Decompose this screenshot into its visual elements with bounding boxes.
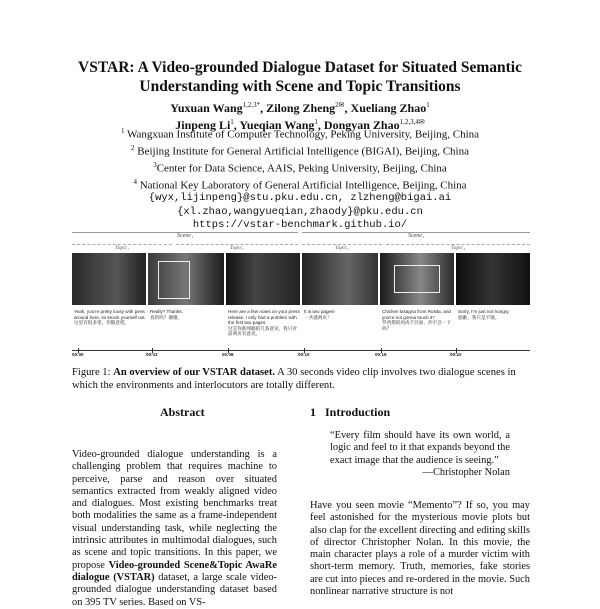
email-line-1[interactable]: {wyx,lijinpeng}@stu.pku.edu.cn, zlzheng@bigai.ai <box>148 192 452 205</box>
affiliation-sup: 2 <box>131 143 135 152</box>
caption-bold: An overview of our VSTAR dataset. <box>113 367 276 378</box>
subtitle-zh: 罗西塔的鸡肉千层面，你不尝一下吗？ <box>382 320 451 331</box>
scene-2-label: Scene₂ <box>302 232 530 243</box>
video-frame <box>148 253 224 305</box>
introduction-body: Have you seen movie “Memento”? If so, you may feel astonished for the mysterious movie plots but also clap for the excellent directing and editing skills of director Christopher Nolan. In this movie, the main character plays a role of a murder victim with short-term memory. Truth, memories, fake stories are cut into pieces and re-ordered in the movie. Such nonlinear narrative structure is not <box>310 500 530 598</box>
abstract-heading: Abstract <box>160 405 205 419</box>
tick-label: 00:08 <box>222 352 234 357</box>
author-sup: 1,2,3* <box>242 101 261 109</box>
paper-title <box>0 58 600 96</box>
dataset-name: Video-grounded Scene&Topic AwaRe dialogue (VSTAR) <box>72 559 277 583</box>
subtitle-en: Chicken lasagna from Rosita, and you're not gonna touch it? <box>382 309 451 320</box>
author-name: Yueqian Wang <box>239 118 315 132</box>
epigraph <box>330 430 510 479</box>
author-name: Yuxuan Wang <box>170 101 243 115</box>
affiliation-text: Center for Data Science, AAIS, Peking University, Beijing, China <box>156 162 447 175</box>
topic-3-label: Topic₃ <box>302 244 382 253</box>
video-frame <box>380 253 454 305</box>
scene-1-label: Scene₁ <box>72 232 298 243</box>
affiliation-text: National Key Laboratory of General Artificial Intelligence, Beijing, China <box>139 179 467 192</box>
author-sup: 1 <box>314 118 318 126</box>
affiliation-text: Beijing Institute for General Artificial Intelligence (BIGAI), Beijing, China <box>137 145 469 158</box>
abstract-text: dataset, a large scale video-grounded dialogue understanding dataset based on 395 TV series. Based on VS- <box>72 571 277 608</box>
video-frame <box>456 253 530 305</box>
affiliation-text: Wangxuan Institute of Computer Technology, Peking University, Beijing, China <box>127 128 480 141</box>
video-frame <box>72 253 146 305</box>
highlight-box <box>158 261 190 299</box>
subtitle <box>304 309 376 320</box>
figure-caption <box>72 367 530 392</box>
subtitle-zh: 抱歉，我只是不饿。 <box>458 314 500 320</box>
video-frame <box>302 253 378 305</box>
subtitle <box>458 309 530 320</box>
tick-label: 00:00 <box>72 352 84 357</box>
title-line-1: VSTAR: A Video-grounded Dialogue Dataset for Situated Semantic <box>78 59 522 76</box>
subtitle-en: Yeah, you're pretty lousy with pens around here, so knock yourself out. <box>74 309 146 320</box>
affiliation-sup: 3 <box>153 160 157 169</box>
affiliation <box>0 142 600 159</box>
affiliation <box>0 176 600 193</box>
author-name: Xueliang Zhao <box>350 101 427 115</box>
project-url[interactable]: https://vstar-benchmark.github.io/ <box>192 218 408 231</box>
author-name: Jinpeng Li <box>175 118 231 132</box>
affiliation <box>0 125 600 142</box>
email-line-2[interactable]: {xl.zhao,wangyueqian,zhaody}@pku.edu.cn <box>177 205 423 218</box>
author-sup: 1 <box>230 118 234 126</box>
topic-2-label: Topic₂ <box>176 244 298 253</box>
affiliations <box>0 125 600 232</box>
tick-label: 00:10 <box>298 352 310 357</box>
video-frame <box>226 253 300 305</box>
subtitle-en: Sorry, I'm just not hungry. <box>458 309 510 314</box>
figure-1 <box>72 232 530 358</box>
subtitle-en: It is two pages! <box>304 309 335 314</box>
subtitle <box>382 309 454 331</box>
authors-line-2: Jinpeng Li$^1$, Yueqian Wang$^1$, Dongyan Zhao$^{1,2,3,4✉}$ <box>175 118 425 132</box>
affiliation <box>0 159 600 176</box>
abstract-body <box>72 449 277 609</box>
tick-label: 00:18 <box>375 352 387 357</box>
subtitle <box>74 309 146 326</box>
subtitle-zh: 这是你新闻稿的几条意见，我只对前两页有意见。 <box>228 325 297 337</box>
author-name: Zilong Zheng <box>266 101 336 115</box>
tick-label: 00:22 <box>450 352 462 357</box>
author-name: Dongyan Zhao <box>323 118 400 132</box>
affiliation-sup: 4 <box>133 177 137 186</box>
topic-4-label: Topic₄ <box>386 244 530 253</box>
highlight-box <box>394 265 440 293</box>
subtitle-en: Really? Thanks. <box>150 309 183 314</box>
author-sup: 2✉ <box>335 101 345 109</box>
subtitle-zh: 这里有很多笔，你随意吧。 <box>74 320 130 326</box>
epigraph-text: “Every film should have its own world, a logic and feel to it that expands beyond the exact image that the audience is seeing.” <box>330 430 510 466</box>
timeline-axis <box>72 350 530 351</box>
subtitle-zh: 一共就两页！ <box>304 314 332 320</box>
subtitle-zh: 真的吗？谢谢。 <box>150 314 183 320</box>
epigraph-author: —Christopher Nolan <box>422 466 510 478</box>
title-line-2: Understanding with Scene and Topic Transitions <box>139 78 461 95</box>
subtitle <box>228 309 300 337</box>
author-sup: 1,2,3,4✉ <box>399 118 425 126</box>
author-sup: 1 <box>426 101 430 109</box>
abstract-text: Video-grounded dialogue understanding is a challenging problem that requires machine to perceive, parse and reason over situated semantics extracted from weakly aligned video and dialogues. Most existing benchmarks treat both modalities the same as a frame-independent visual understanding task, while neglecting the intrinsic attributes in multimodal dialogues, such as scene and topic transitions. In this paper, we propose <box>72 449 277 571</box>
caption-text: A 30 seconds video clip involves two dialogue scenes in which the environments and interlocutors are totally different. <box>72 367 516 391</box>
tick-label: 00:03 <box>146 352 158 357</box>
subtitle-en: Here are a few notes on your press release. I only had a problem with the first two pages. <box>228 309 300 326</box>
introduction-heading: 1 Introduction <box>310 405 391 419</box>
subtitle <box>150 309 222 320</box>
authors-line-1: Yuxuan Wang$^{1,2,3*}$, Zilong Zheng$^{2✉}$, Xueliang Zhao$^1$ <box>170 101 430 115</box>
caption-label: Figure 1: <box>72 367 111 378</box>
topic-1-label: Topic₁ <box>72 244 172 253</box>
affiliation-sup: 1 <box>120 127 125 135</box>
